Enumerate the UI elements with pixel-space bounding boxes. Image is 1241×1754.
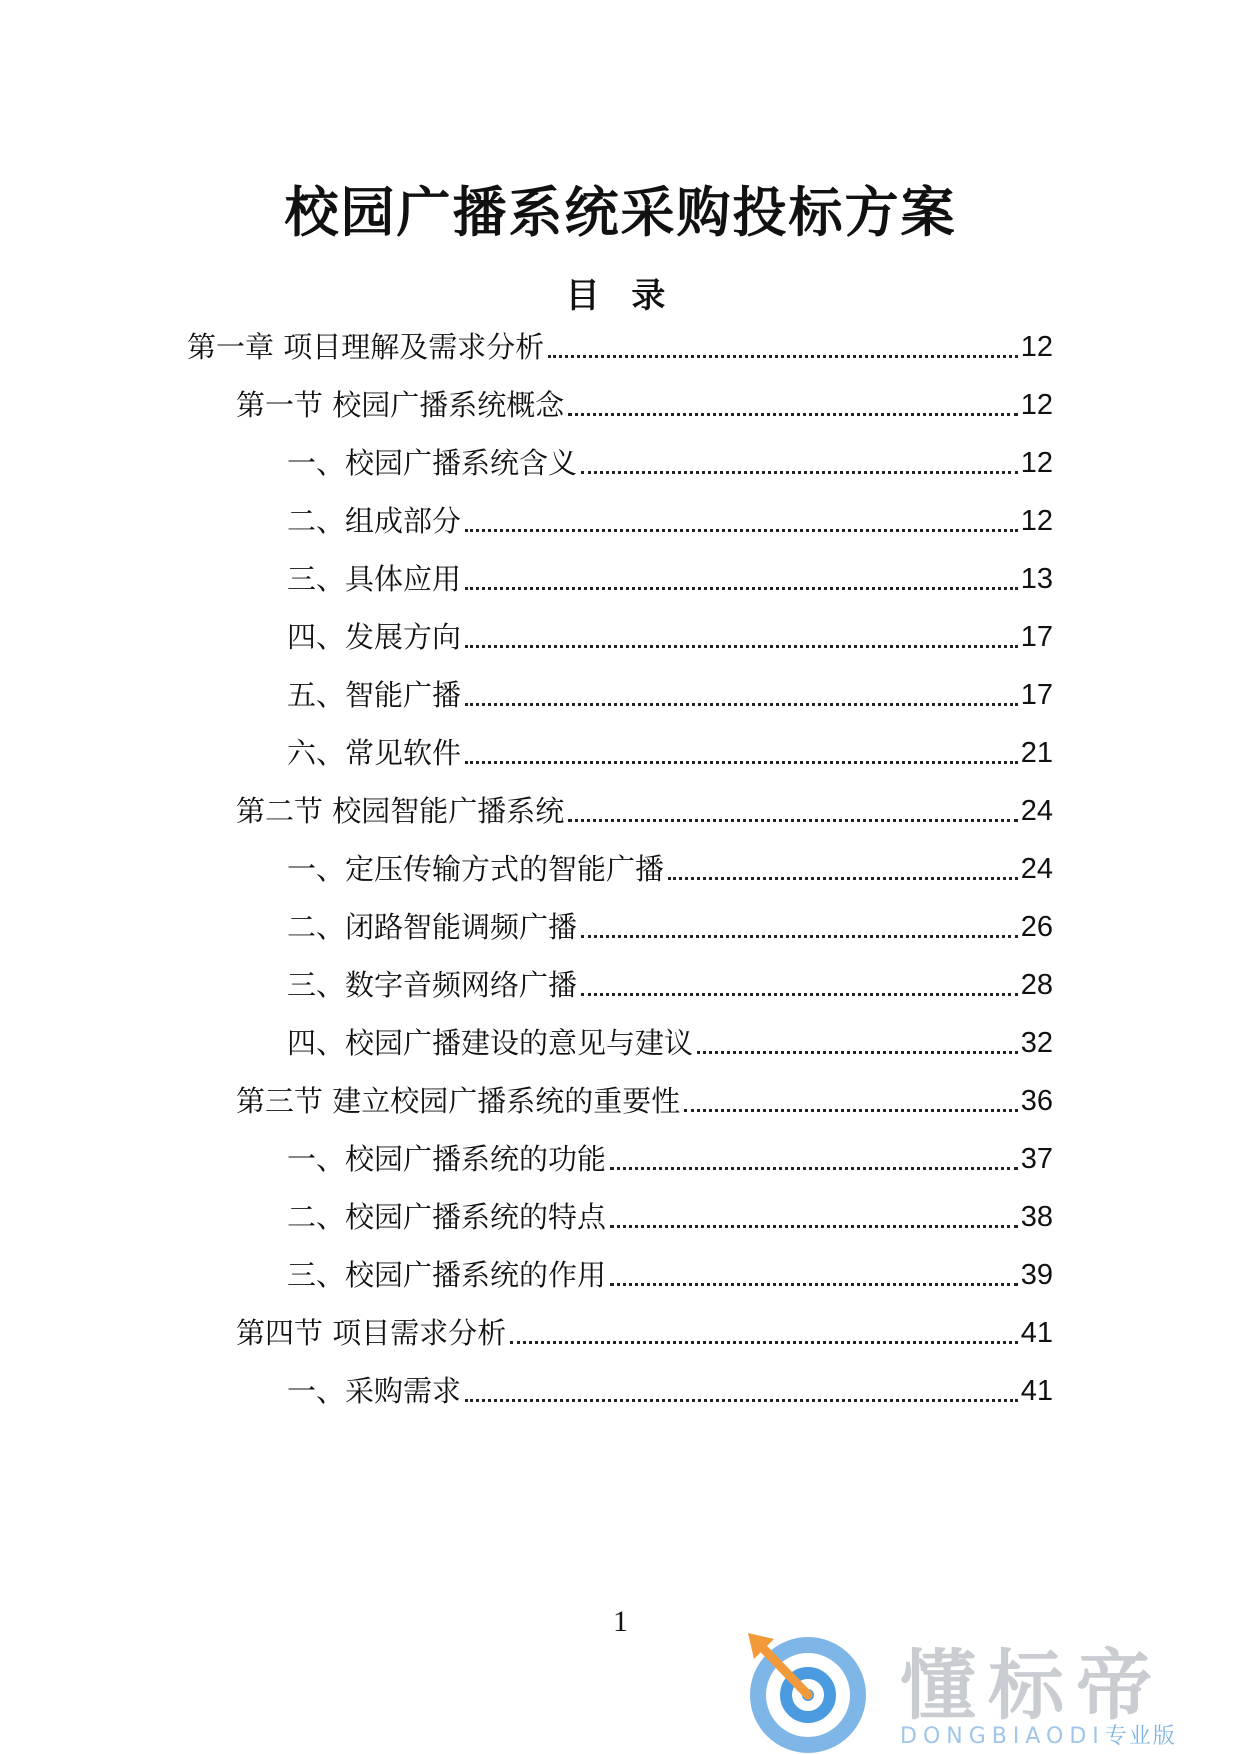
toc-dot-leader: [568, 819, 1018, 822]
toc-entry[interactable]: [287, 961, 1053, 1005]
toc-dot-leader: [610, 1283, 1018, 1286]
toc-dot-leader: [465, 761, 1018, 764]
toc-entry-page-number: 17: [1020, 679, 1053, 711]
toc-dot-leader: [610, 1167, 1018, 1170]
watermark-edition: 专业版: [1104, 1724, 1177, 1749]
toc-entry[interactable]: [287, 1251, 1053, 1295]
toc-entry-page-number: 26: [1020, 911, 1053, 943]
toc-entry[interactable]: [187, 323, 1053, 367]
toc-dot-leader: [465, 529, 1018, 532]
toc-entry-label: 第二节 校园智能广播系统: [236, 794, 565, 828]
toc-entry[interactable]: [287, 497, 1053, 541]
toc-entry-label: 第一章 项目理解及需求分析: [187, 330, 545, 364]
toc-dot-leader: [581, 993, 1018, 996]
toc-entry[interactable]: [287, 903, 1053, 947]
toc-entry-page-number: 38: [1020, 1201, 1053, 1233]
toc-entry[interactable]: [236, 1077, 1053, 1121]
toc-entry[interactable]: [287, 671, 1053, 715]
toc-entry-page-number: 41: [1020, 1317, 1053, 1349]
target-arrow-icon: [740, 1625, 870, 1754]
toc-dot-leader: [465, 703, 1018, 706]
toc-entry-page-number: 12: [1020, 331, 1053, 363]
toc-entry-page-number: 24: [1020, 853, 1053, 885]
toc-entry-label: 二、闭路智能调频广播: [287, 910, 578, 944]
toc-entry[interactable]: [236, 787, 1053, 831]
toc-entry-page-number: 21: [1020, 737, 1053, 769]
toc-entry-page-number: 41: [1020, 1375, 1053, 1407]
toc-entry-label: 三、校园广播系统的作用: [287, 1258, 607, 1292]
toc-heading: 目 录: [565, 276, 676, 316]
toc-entry[interactable]: [236, 381, 1053, 425]
toc-entry[interactable]: [236, 1309, 1053, 1353]
toc-entry-page-number: 12: [1020, 505, 1053, 537]
toc-entry-page-number: 12: [1020, 447, 1053, 479]
toc-entry[interactable]: [287, 1135, 1053, 1179]
toc-dot-leader: [697, 1051, 1018, 1054]
toc-dot-leader: [465, 645, 1018, 648]
page-number: 1: [613, 1605, 628, 1638]
toc-entry[interactable]: [287, 613, 1053, 657]
toc-entry-page-number: 13: [1020, 563, 1053, 595]
toc-dot-leader: [581, 471, 1018, 474]
toc-entry-label: 二、组成部分: [287, 504, 462, 538]
toc-entry[interactable]: [287, 555, 1053, 599]
toc-entry-page-number: 36: [1020, 1085, 1053, 1117]
toc-entry-page-number: 28: [1020, 969, 1053, 1001]
toc-dot-leader: [465, 587, 1018, 590]
toc-dot-leader: [581, 935, 1018, 938]
toc-dot-leader: [465, 1399, 1018, 1402]
toc-entry-label: 三、数字音频网络广播: [287, 968, 578, 1002]
toc-dot-leader: [610, 1225, 1018, 1228]
toc-entry[interactable]: [287, 845, 1053, 889]
toc-entry[interactable]: [287, 729, 1053, 773]
toc-entry-page-number: 39: [1020, 1259, 1053, 1291]
watermark-brand: 懂标帝: [900, 1641, 1164, 1730]
toc-entry-label: 三、具体应用: [287, 562, 462, 596]
toc-dot-leader: [684, 1109, 1018, 1112]
toc-entry[interactable]: [287, 1019, 1053, 1063]
toc-dot-leader: [510, 1341, 1018, 1344]
toc-entry-label: 第四节 项目需求分析: [236, 1316, 507, 1350]
toc-entry-label: 一、采购需求: [287, 1374, 462, 1408]
toc-entry-label: 第三节 建立校园广播系统的重要性: [236, 1084, 681, 1118]
toc-entry[interactable]: [287, 1367, 1053, 1411]
toc-entry-page-number: 17: [1020, 621, 1053, 653]
toc-entry[interactable]: [287, 439, 1053, 483]
toc-entry-page-number: 37: [1020, 1143, 1053, 1175]
watermark-subtitle: [900, 1719, 1177, 1750]
document-title: 校园广播系统采购投标方案: [284, 181, 957, 244]
toc-entry-page-number: 32: [1020, 1027, 1053, 1059]
toc-entry-label: 二、校园广播系统的特点: [287, 1200, 607, 1234]
toc-dot-leader: [568, 413, 1018, 416]
toc-entry-page-number: 12: [1020, 389, 1053, 421]
toc-entry-label: 一、校园广播系统含义: [287, 446, 578, 480]
toc-entry-label: 四、校园广播建设的意见与建议: [287, 1026, 694, 1060]
toc-entry-label: 第一节 校园广播系统概念: [236, 388, 565, 422]
toc-entry-label: 五、智能广播: [287, 678, 462, 712]
toc-entry-label: 一、校园广播系统的功能: [287, 1142, 607, 1176]
toc-entry[interactable]: [287, 1193, 1053, 1237]
toc-entry-label: 六、常见软件: [287, 736, 462, 770]
watermark-logo: [740, 1625, 1220, 1749]
toc-dot-leader: [668, 877, 1018, 880]
toc-dot-leader: [548, 355, 1018, 358]
toc-entry-label: 一、定压传输方式的智能广播: [287, 852, 665, 886]
watermark-romanized: DONGBIAODI: [900, 1724, 1105, 1749]
toc-entry-page-number: 24: [1020, 795, 1053, 827]
toc-entry-label: 四、发展方向: [287, 620, 462, 654]
